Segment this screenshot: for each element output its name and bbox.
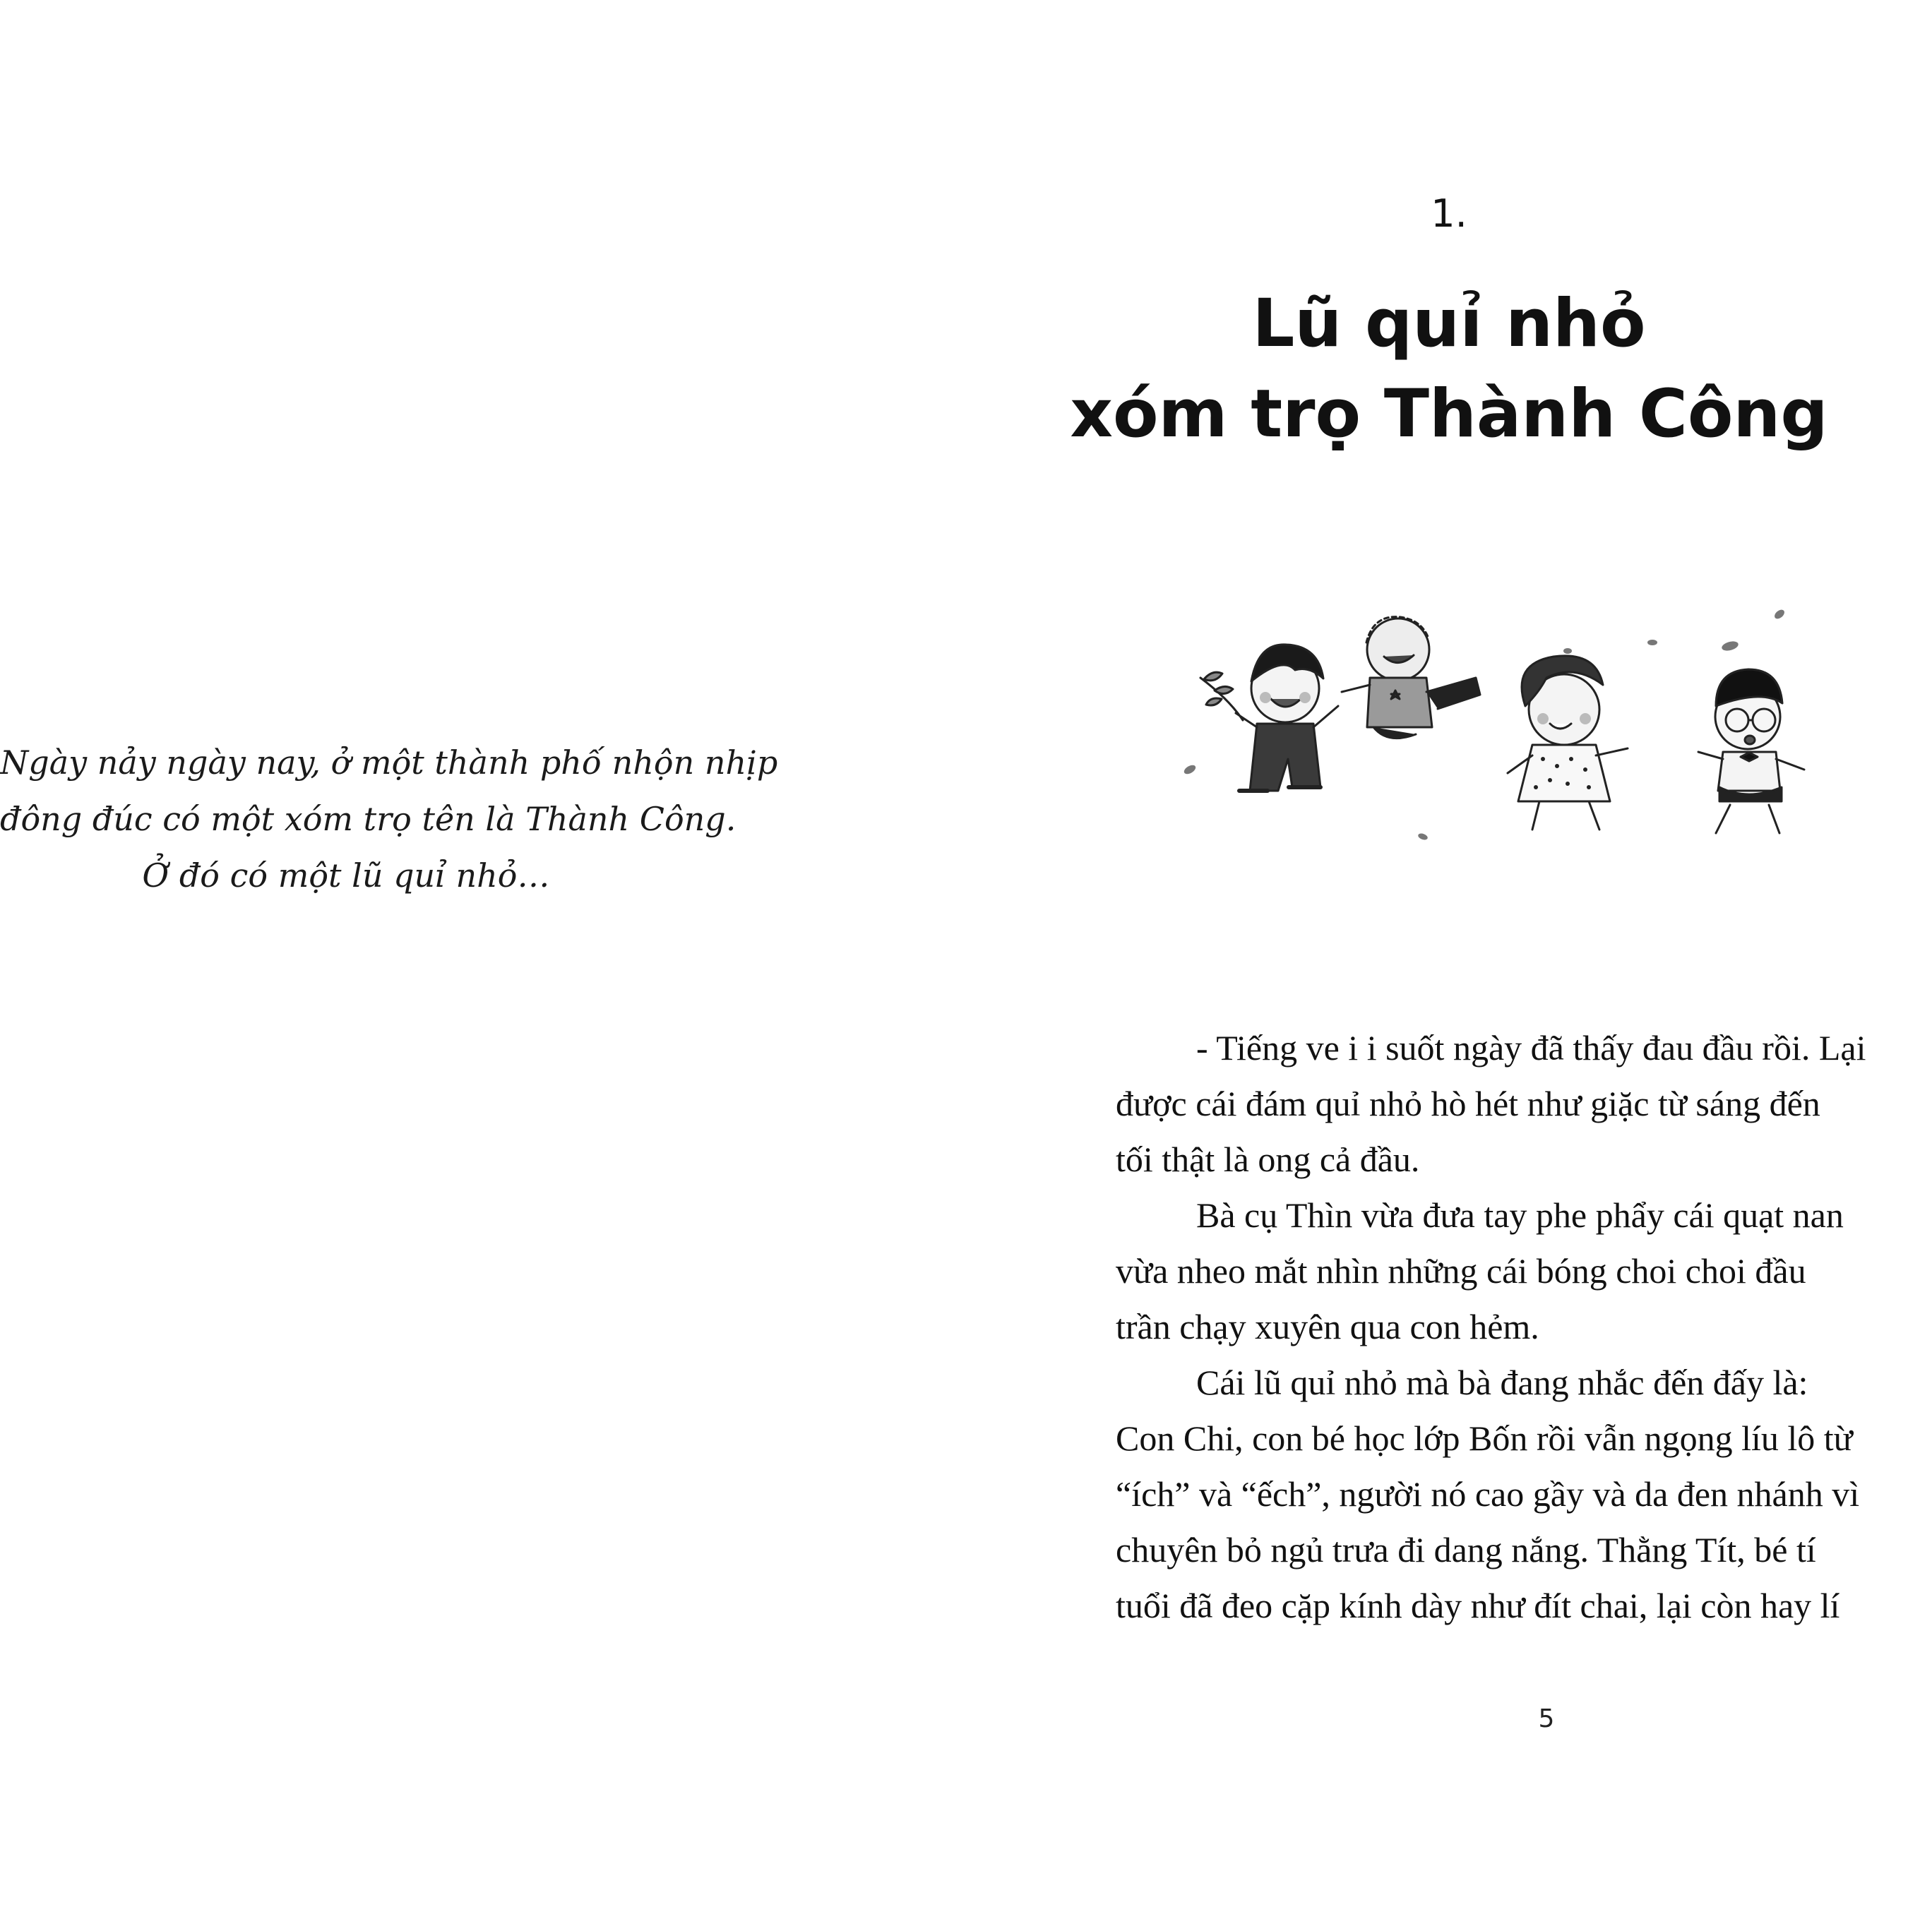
child-polka-dress-icon — [1508, 656, 1628, 830]
body-line: Bà cụ Thìn vừa đưa tay phe phẩy cái quạt nan — [1196, 1195, 1844, 1235]
chapter-number: 1. — [1431, 191, 1467, 236]
child-star-shirt-icon — [1342, 617, 1480, 739]
body-line: trần chạy xuyên qua con hẻm. — [1116, 1307, 1539, 1346]
page-number: 5 — [1538, 1704, 1555, 1733]
chapter-title-line: Lũ quỉ nhỏ — [1252, 285, 1646, 362]
body-line: “ích” và “ếch”, người nó cao gầy và da đen nhánh vì — [1116, 1474, 1860, 1514]
chapter-title-line: xóm trọ Thành Công — [1070, 376, 1828, 453]
body-line: Cái lũ quỉ nhỏ mà bà đang nhắc đến đấy là: — [1196, 1363, 1808, 1402]
body-text — [1116, 1020, 1932, 1634]
running-children-illustration — [1172, 600, 1878, 868]
body-line: vừa nheo mắt nhìn những cái bóng choi choi đầu — [1116, 1251, 1806, 1291]
body-line: chuyên bỏ ngủ trưa đi dang nắng. Thằng Tít, bé tí — [1116, 1530, 1816, 1570]
body-line: tối thật là ong cả đầu. — [1116, 1140, 1420, 1179]
child-overalls-icon — [1236, 645, 1338, 791]
body-line: tuổi đã đeo cặp kính dày như đít chai, lại còn hay lí — [1116, 1586, 1840, 1625]
body-line: được cái đám quỉ nhỏ hò hét như giặc từ sáng đến — [1116, 1084, 1820, 1123]
body-line: Con Chi, con bé học lớp Bốn rồi vẫn ngọng líu lô từ — [1116, 1418, 1853, 1458]
body-line: - Tiếng ve i i suốt ngày đã thấy đau đầu rồi. Lại — [1196, 1028, 1866, 1068]
child-glasses-icon — [1698, 669, 1804, 833]
chapter-title — [941, 279, 1932, 460]
epigraph-line: đông đúc có một xóm trọ tên là Thành Công. — [0, 800, 737, 838]
epigraph-line: Ở đó có một lũ quỉ nhỏ… — [142, 856, 550, 895]
epigraph-line: Ngày nảy ngày nay, ở một thành phố nhộn nhịp — [0, 743, 778, 782]
epigraph — [0, 734, 778, 904]
